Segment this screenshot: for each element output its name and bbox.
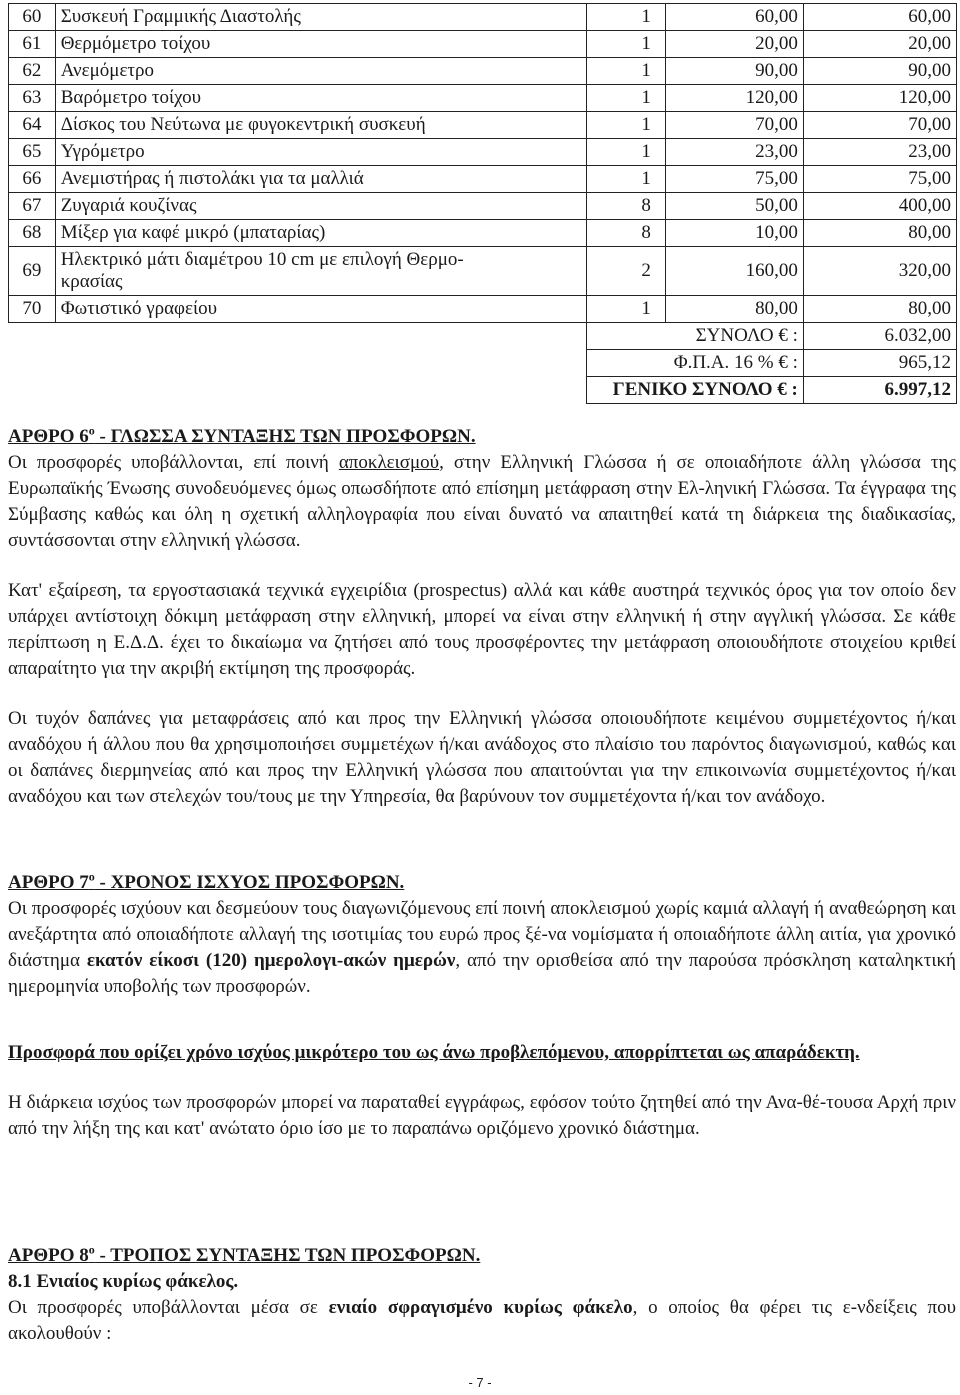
row-number: 66 [9,166,56,193]
row-quantity: 1 [586,4,665,31]
row-description: Δίσκος του Νεύτωνα με φυγοκεντρική συσκευή [55,112,586,139]
row-description-line-1: Ηλεκτρικό μάτι διαμέτρου 10 cm με επιλογή Θερμο- [60,249,464,270]
summary-value: 965,12 [803,350,956,377]
table-row [9,4,957,31]
article-8-subheading: 8.1 Ενιαίος κυρίως φάκελος. [8,1271,239,1292]
row-unit-price: 20,00 [665,31,803,58]
row-quantity: 8 [586,193,665,220]
row-total: 70,00 [803,112,956,139]
row-quantity: 2 [586,247,665,296]
row-quantity: 1 [586,85,665,112]
row-total: 320,00 [803,247,956,296]
article-7-paragraph-1: Οι προσφορές ισχύουν και δεσμεύουν τους διαγωνιζόμενους επί ποινή αποκλεισμού χωρίς καμιά αλλαγή ή αναθεώρηση και ανεξάρτητα από οποιαδήποτε αλλαγή της ισοτιμίας του ευρώ προς ξέ-να νομίσματα ή οποιαδήποτε άλλη αιτία, για χρονικό διάστημα εκατόν είκοσι (120) ημερολογι-ακών ημερών, από την ορισθείσα από την παρούσα πρόσκληση καταληκτική ημερομηνία υποβολής των προσφορών. [8,898,956,997]
page-number: - 7 - [468,1375,492,1390]
row-total: 75,00 [803,166,956,193]
table-row [9,31,957,58]
article-6-paragraph-2: Κατ' εξαίρεση, τα εργοστασιακά τεχνικά εγχειρίδια (prospectus) αλλά και κάθε αυστηρά τεχνικός όρος για τον οποίο δεν υπάρχει αντίστοιχη δόκιμη μετάφραση στην ελληνική, μπορεί να είναι στην ελληνική ή στην αγγλική γλώσσα. Σε κάθε περίπτωση η Ε.Δ.Δ. έχει το δικαίωμα να ζητήσει από τους προσφέροντες την μετάφραση οποιουδήποτε στοιχείου κριθεί απαραίτητο για την ακριβή εκτίμηση της προσφοράς. [8,580,956,679]
row-number: 61 [9,31,56,58]
row-quantity: 1 [586,31,665,58]
row-total: 120,00 [803,85,956,112]
row-unit-price: 23,00 [665,139,803,166]
row-number: 62 [9,58,56,85]
row-number: 60 [9,4,56,31]
summary-row [9,377,957,404]
article-8-paragraph-1: Οι προσφορές υποβάλλονται μέσα σε ενιαίο σφραγισμένο κυρίως φάκελο, ο οποίος θα φέρει τις ε-νδείξεις που ακολουθούν : [8,1297,956,1344]
article-7-paragraph-3: Η διάρκεια ισχύος των προσφορών μπορεί να παραταθεί εγγράφως, εφόσον τούτο ζητηθεί από την Ανα-θέ-τουσα Αρχή πριν από την λήξη της και κατ' ανώτατο όριο ίσο με το παραπάνω οριζόμενο χρονικό διάστημα. [8,1092,956,1139]
summary-value: 6.032,00 [803,323,956,350]
article-8-heading: ΑΡΘΡΟ $8^o$ - ΤΡΟΠΟΣ ΣΥΝΤΑΞΗΣ ΤΩΝ ΠΡΟΣΦΟΡΩΝ. [8,1242,481,1266]
row-total: 400,00 [803,193,956,220]
row-total: 80,00 [803,220,956,247]
row-quantity: 1 [586,296,665,323]
row-total: 60,00 [803,4,956,31]
row-total: 80,00 [803,296,956,323]
row-unit-price: 60,00 [665,4,803,31]
article-7-heading: ΑΡΘΡΟ $7^o$ - ΧΡΟΝΟΣ ΙΣΧΥΟΣ ΠΡΟΣΦΟΡΩΝ. [8,869,405,893]
row-unit-price: 120,00 [665,85,803,112]
row-number: 69 [9,247,56,296]
table-row [9,220,957,247]
article-7-rejection-note: Προσφορά που ορίζει χρόνο ισχύος μικρότερο του ως άνω προβλεπόμενου, απορρίπτεται ως απαράδεκτη. [8,1042,860,1063]
article-6 [8,424,956,810]
row-quantity: 1 [586,139,665,166]
summary-label: Φ.Π.Α. 16 % € : [586,350,803,377]
row-description: Ανεμιστήρας ή πιστολάκι για τα μαλλιά [55,166,586,193]
summary-row [9,350,957,377]
row-quantity: 1 [586,112,665,139]
article-7 [8,870,956,1142]
table-row [9,296,957,323]
table-row [9,247,957,296]
row-description: Συσκευή Γραμμικής Διαστολής [55,4,586,31]
row-unit-price: 75,00 [665,166,803,193]
summary-spacer [9,377,587,404]
row-quantity: 1 [586,58,665,85]
row-number: 64 [9,112,56,139]
table-row [9,139,957,166]
row-description: Υγρόμετρο [55,139,586,166]
article-6-heading: ΑΡΘΡΟ $6^o$ - ΓΛΩΣΣΑ ΣΥΝΤΑΞΗΣ ΤΩΝ ΠΡΟΣΦΟΡΩΝ. [8,423,476,447]
row-description: Ανεμόμετρο [55,58,586,85]
row-description: Θερμόμετρο τοίχου [55,31,586,58]
table-row [9,85,957,112]
summary-row [9,323,957,350]
table-row [9,193,957,220]
row-description: Φωτιστικό γραφείου [55,296,586,323]
article-8 [8,1243,956,1347]
row-description [55,247,586,296]
summary-label: ΓΕΝΙΚΟ ΣΥΝΟΛΟ € : [586,377,803,404]
summary-spacer [9,323,587,350]
article-6-paragraph-1: Οι προσφορές υποβάλλονται, επί ποινή αποκλεισμού, στην Ελληνική Γλώσσα ή σε οποιαδήποτε άλλη γλώσσα της Ευρωπαϊκής Ένωσης συνοδευόμενες όμως οπωσδήποτε από επίσημη μετάφραση στην Ελ-ληνική Γλώσσα. Τα έγγραφα της Σύμβασης καθώς και όλη η σχετική αλληλογραφία που είναι δυνατό να απαιτηθεί κατά τη διάρκεια της διαδικασίας, συντάσσονται στην ελληνική γλώσσα. [8,452,956,551]
row-number: 68 [9,220,56,247]
row-total: 20,00 [803,31,956,58]
table-row [9,112,957,139]
row-description-line-2: κρασίας [60,271,123,292]
row-unit-price: 160,00 [665,247,803,296]
row-number: 67 [9,193,56,220]
row-unit-price: 70,00 [665,112,803,139]
row-description: Ζυγαριά κουζίνας [55,193,586,220]
row-unit-price: 10,00 [665,220,803,247]
row-number: 65 [9,139,56,166]
summary-value: 6.997,12 [803,377,956,404]
row-description: Μίξερ για καφέ μικρό (μπαταρίας) [55,220,586,247]
table-row [9,58,957,85]
summary-spacer [9,350,587,377]
table-row [9,166,957,193]
row-quantity: 8 [586,220,665,247]
row-description: Βαρόμετρο τοίχου [55,85,586,112]
row-unit-price: 80,00 [665,296,803,323]
article-6-paragraph-3: Οι τυχόν δαπάνες για μεταφράσεις από και προς την Ελληνική γλώσσα οποιουδήποτε κειμένου συμμετέχοντος ή/και αναδόχου ή άλλου που θα χρησιμοποιήσει συμμετέχων ή/και ανάδοχος στο πλαίσιο του παρόντος διαγωνισμού, καθώς και οι δαπάνες διερμηνείας από και προς την Ελληνική γλώσσα που απαιτούνται για την επικοινωνία συμμετέχοντος ή/και αναδόχου και των στελεχών του/τους με την Υπηρεσία, θα βαρύνουν τον συμμετέχοντα ή/και τον ανάδοχο. [8,708,956,807]
items-table [8,3,957,404]
row-quantity: 1 [586,166,665,193]
row-total: 23,00 [803,139,956,166]
row-unit-price: 50,00 [665,193,803,220]
row-number: 70 [9,296,56,323]
summary-label: ΣΥΝΟΛΟ € : [586,323,803,350]
row-total: 90,00 [803,58,956,85]
row-unit-price: 90,00 [665,58,803,85]
row-number: 63 [9,85,56,112]
